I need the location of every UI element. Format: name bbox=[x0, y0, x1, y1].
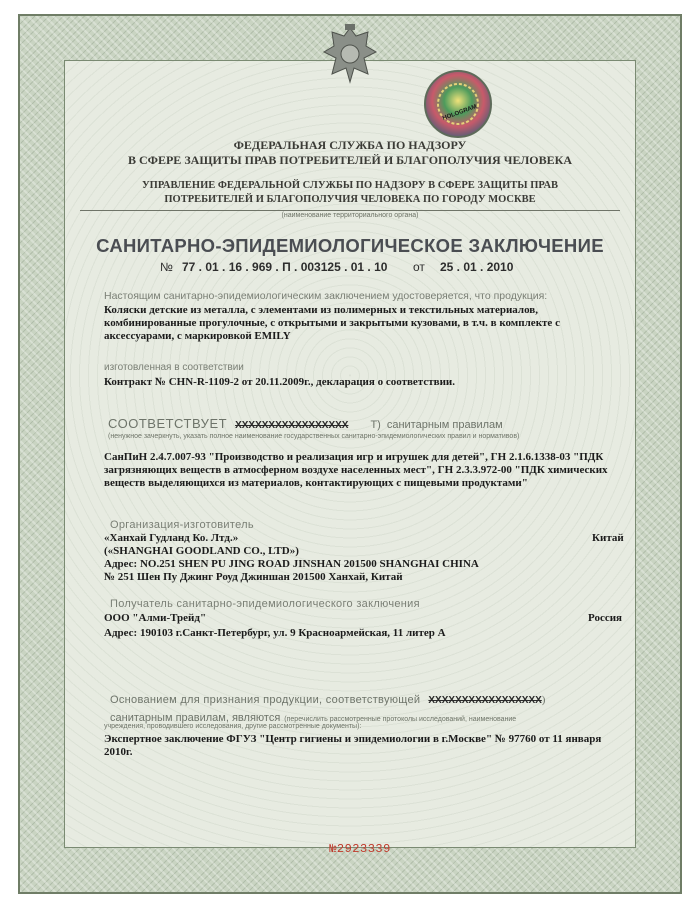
basis-row bbox=[110, 690, 630, 706]
contract-text: Контракт № CHN-R-1109-2 от 20.11.2009г., декларация о соответствии. bbox=[104, 376, 455, 388]
document-number-row bbox=[160, 260, 560, 276]
manufacturer-label: Организация-изготовитель bbox=[110, 519, 254, 531]
basis-line2-caption: (перечислить рассмотренные протоколы исследований, наименование bbox=[284, 716, 517, 723]
manufactured-label: изготовленная в соответствии bbox=[104, 362, 244, 373]
manufacturer-address-en: Адрес: NO.251 SHEN PU JING ROAD JINSHAN 201500 SHANGHAI CHINA bbox=[104, 558, 479, 570]
manufacturer-name-en: («SHANGHAI GOODLAND CO., LTD») bbox=[104, 545, 299, 557]
serial-number: №2923339 bbox=[329, 842, 391, 856]
document-title: САНИТАРНО-ЭПИДЕМИОЛОГИЧЕСКОЕ ЗАКЛЮЧЕНИЕ bbox=[96, 235, 604, 256]
intro-label: Настоящим санитарно-эпидемиологическим заключением удостоверяется, что продукция: bbox=[104, 290, 548, 302]
basis-line2-label: санитарным правилам, являются bbox=[110, 712, 281, 724]
recipient-country: Россия bbox=[588, 612, 622, 624]
product-description: Коляски детские из металла, с элементами из полимерных и текстильных материалов, комбинированные прогулочные, с открытыми и закрытыми кузовами, в т.ч. в комплекте с аксессуарами, с маркировкой EMILY bbox=[104, 304, 560, 342]
conforms-label: СООТВЕТСТВУЕТ bbox=[108, 416, 228, 431]
basis-label: Основанием для признания продукции, соответствующей bbox=[110, 694, 421, 706]
sanitary-rules-text: СанПиН 2.4.7.007-93 "Производство и реализация игр и игрушек для детей", ГН 2.1.6.1338-03 "ПДК загрязняющих веществ в атмосферном воздухе населенных мест", ГН 2.3.3.972-00 "ПДК химических веществ выделяющихся из материалов, контактирующих с пищевыми продуктами" bbox=[104, 451, 608, 489]
agency-line1: ФЕДЕРАЛЬНАЯ СЛУЖБА ПО НАДЗОРУ bbox=[233, 138, 467, 152]
conforms-tail: санитарным правилам bbox=[386, 419, 503, 431]
number-prefix: № bbox=[160, 260, 173, 274]
basis-line3-caption: учреждения, проводившего исследования, другие рассмотренные документы): bbox=[104, 723, 362, 730]
basis-struck-tail: ) bbox=[541, 694, 546, 706]
conforms-struck-text: XXXXXXXXXXXXXXXXX bbox=[235, 420, 349, 431]
department-line2: ПОТРЕБИТЕЛЕЙ И БЛАГОПОЛУЧИЯ ЧЕЛОВЕКА ПО ГОРОДУ МОСКВЕ bbox=[164, 194, 536, 205]
conforms-struck-tail: Т) bbox=[370, 419, 381, 431]
document-number: 77 . 01 . 16 . 969 . П . 003125 . 01 . 10 bbox=[182, 260, 388, 274]
agency-line2: В СФЕРЕ ЗАЩИТЫ ПРАВ ПОТРЕБИТЕЛЕЙ И БЛАГОПОЛУЧИЯ ЧЕЛОВЕКА bbox=[128, 153, 572, 167]
recipient-address: Адрес: 190103 г.Санкт-Петербург, ул. 9 Красноармейская, 11 литер А bbox=[104, 627, 446, 639]
document-date: 25 . 01 . 2010 bbox=[440, 260, 514, 274]
manufacturer-country: Китай bbox=[592, 532, 624, 544]
hologram-label: HOLOGRAM bbox=[442, 104, 478, 122]
basis-text: Экспертное заключение ФГУЗ "Центр гигиены и эпидемиологии в г.Москве" № 97760 от 11 января 2010г. bbox=[104, 733, 602, 758]
manufacturer-name-ru: «Ханхай Гудланд Ко. Лтд.» bbox=[104, 532, 239, 544]
conforms-caption: (ненужное зачеркнуть, указать полное наименование государственных санитарно-эпидемиологических правил и нормативов) bbox=[108, 433, 520, 440]
basis-struck-text: XXXXXXXXXXXXXXXXX bbox=[428, 695, 542, 706]
department-caption: (наименование территориального органа) bbox=[80, 210, 620, 220]
department-line1: УПРАВЛЕНИЕ ФЕДЕРАЛЬНОЙ СЛУЖБЫ ПО НАДЗОРУ В СФЕРЕ ЗАЩИТЫ ПРАВ bbox=[141, 180, 559, 191]
hologram-seal bbox=[422, 68, 494, 140]
conforms-row bbox=[108, 415, 628, 431]
state-emblem-icon bbox=[318, 22, 382, 88]
manufacturer-address-ru: № 251 Шен Пу Джинг Роуд Джиншан 201500 Ханхай, Китай bbox=[104, 571, 403, 583]
recipient-name: ООО "Алми-Трейд" bbox=[104, 612, 207, 624]
recipient-label: Получатель санитарно-эпидемиологического заключения bbox=[110, 598, 420, 610]
number-from-label: от bbox=[413, 260, 425, 274]
